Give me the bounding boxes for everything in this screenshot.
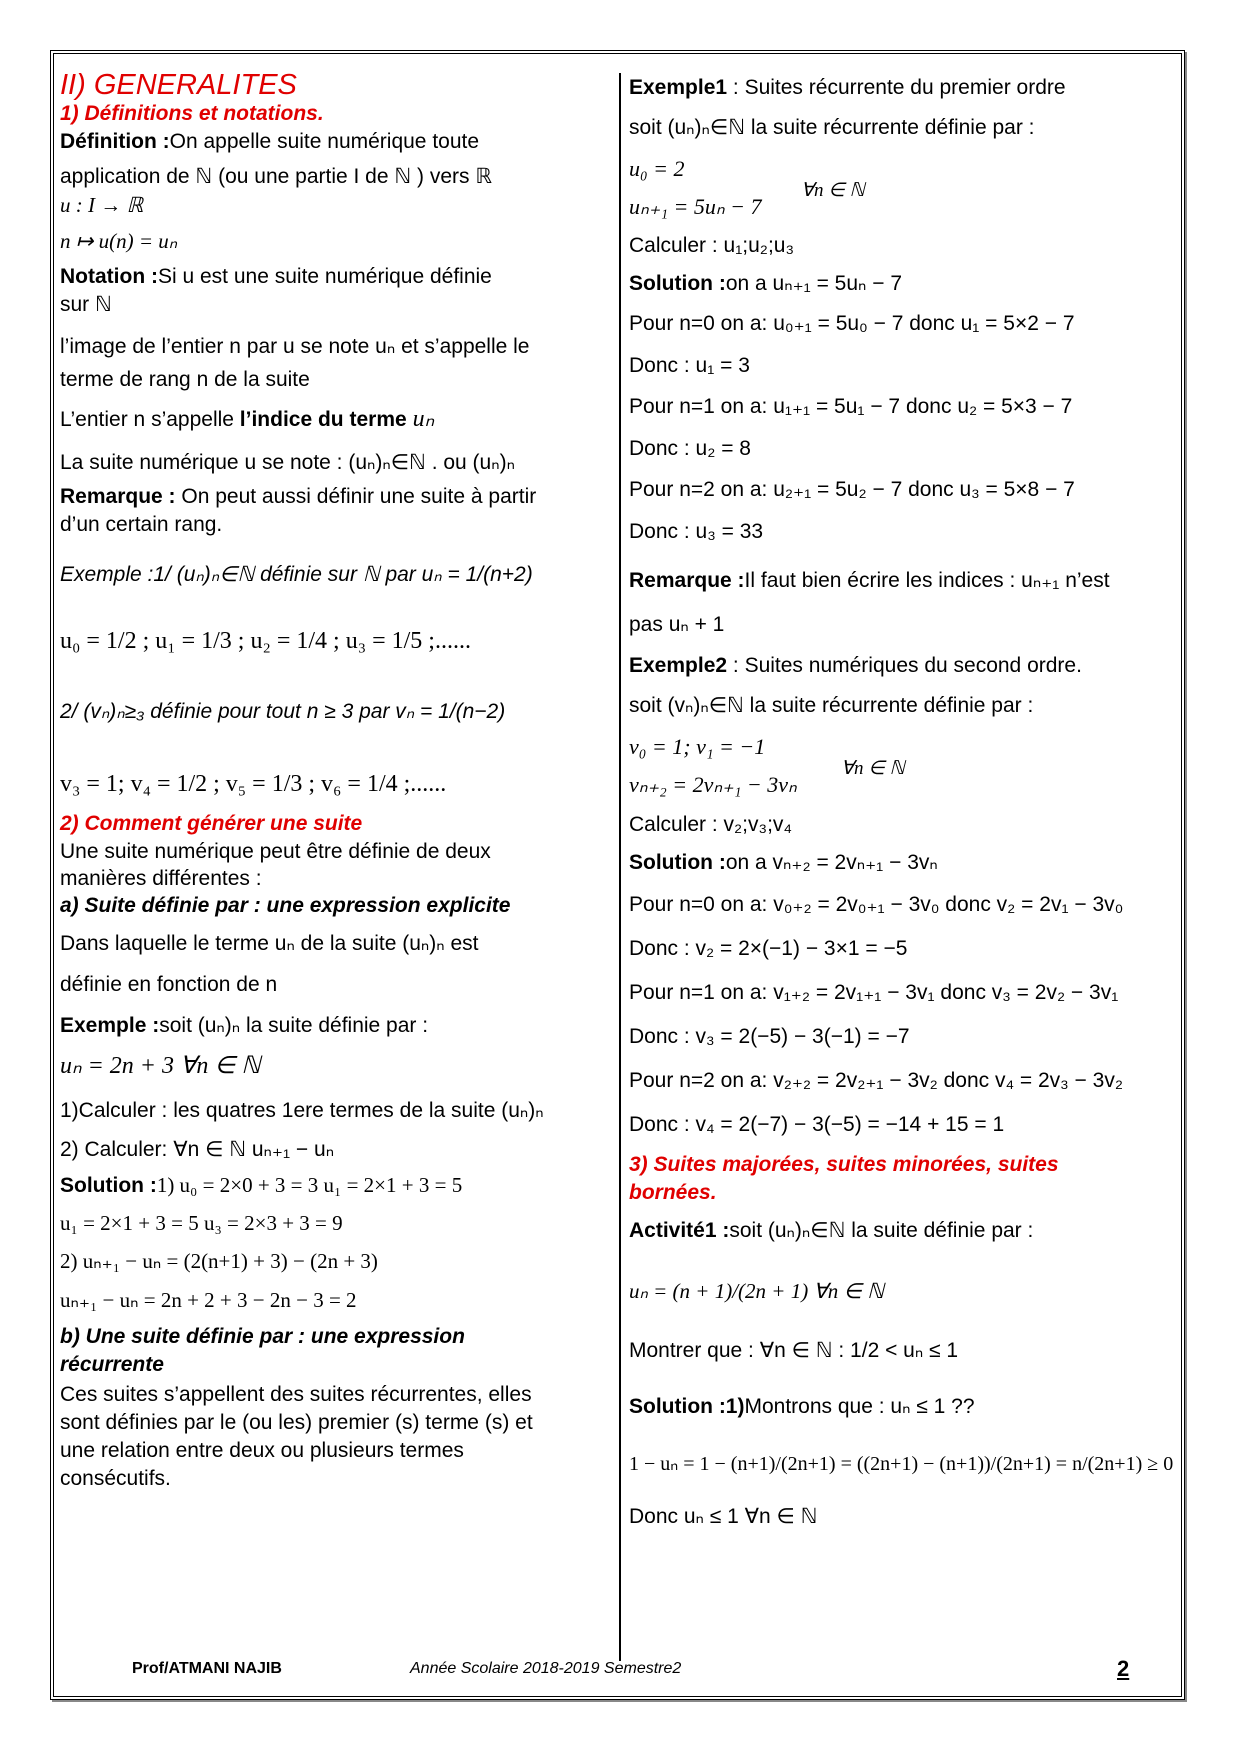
example1-values: u₀ = 1/2 ; u₁ = 1/3 ; u₂ = 1/4 ; u₃ = 1/5 ;......: [60, 628, 471, 654]
example1-n0: Pour n=0 on a: u₀₊₁ = 5u₀ − 7 donc u₁ = 5×2 − 7: [629, 312, 1075, 335]
example1-line: Exemple :1/ (uₙ)ₙ∈ℕ définie sur ℕ par uₙ = 1/(n+2): [60, 563, 533, 586]
recurrent-line3: une relation entre deux ou plusieurs termes: [60, 1439, 464, 1462]
solution-line2: u₁ = 2×1 + 3 = 5 u₃ = 2×3 + 3 = 9: [60, 1211, 343, 1235]
explicit-line2: définie en fonction de n: [60, 973, 278, 996]
example1-solution: Solution :on a uₙ₊₁ = 5uₙ − 7: [629, 272, 903, 295]
example2-label: Exemple2: [629, 654, 728, 677]
subsection-title-definitions: 1) Définitions et notations.: [60, 102, 324, 125]
page-number: 2: [1117, 1656, 1130, 1681]
example2-system-1: v₀ = 1; v₁ = −1: [629, 734, 766, 759]
solution-line4: uₙ₊₁ − uₙ = 2n + 2 + 3 − 2n − 3 = 2: [60, 1288, 357, 1312]
question-2: 2) Calculer: ∀n ∈ ℕ uₙ₊₁ − uₙ: [60, 1138, 335, 1161]
example2-donc-v2: Donc : v₂ = 2×(−1) − 3×1 = −5: [629, 937, 908, 960]
notation-line2: sur ℕ: [60, 293, 112, 316]
subsection-title-bounded-1: 3) Suites majorées, suites minorées, suites: [629, 1153, 1059, 1176]
generate-line2: manières différentes :: [60, 867, 262, 890]
solution-label: Solution :: [60, 1174, 157, 1197]
section-title: II) GENERALITES: [60, 69, 297, 101]
example1-calc: Calculer : u₁;u₂;u₃: [629, 234, 795, 257]
example1-donc-u3: Donc : u₃ = 33: [629, 520, 764, 543]
example2-n1: Pour n=1 on a: v₁₊₂ = 2v₁₊₁ − 3v₁ donc v₃ = 2v₂ − 3v₁: [629, 981, 1119, 1004]
example2-donc-v4: Donc : v₄ = 2(−7) − 3(−5) = −14 + 15 = 1: [629, 1113, 1005, 1136]
example1-forall: ∀n ∈ ℕ: [801, 180, 865, 201]
example2-n0: Pour n=0 on a: v₀₊₂ = 2v₀₊₁ − 3v₀ donc v₂ = 2v₁ − 3v₀: [629, 893, 1124, 916]
example1-n1: Pour n=1 on a: u₁₊₁ = 5u₁ − 7 donc u₂ = 5×3 − 7: [629, 395, 1073, 418]
exemple-label: Exemple :: [60, 1014, 160, 1037]
remarque-indices: Remarque :Il faut bien écrire les indices : uₙ₊₁ n’est: [629, 569, 1110, 592]
explicit-line1: Dans laquelle le terme uₙ de la suite (uₙ)ₙ est: [60, 932, 479, 955]
recurrent-line2: sont définies par le (ou les) premier (s) terme (s) et: [60, 1411, 533, 1434]
example2-donc-v3: Donc : v₃ = 2(−5) − 3(−1) = −7: [629, 1025, 910, 1048]
example1-soit: soit (uₙ)ₙ∈ℕ la suite récurrente définie par :: [629, 116, 1035, 139]
definition-line2: application de ℕ (ou une partie I de ℕ ) vers ℝ: [60, 165, 492, 188]
activity1-conclusion: Donc uₙ ≤ 1 ∀n ∈ ℕ: [629, 1505, 818, 1528]
activity1-show: Montrer que : ∀n ∈ ℕ : 1/2 < uₙ ≤ 1: [629, 1339, 959, 1362]
notation-label: Notation :: [60, 265, 158, 288]
definition-math-map: u : I → ℝ: [60, 193, 144, 217]
example1-label: Exemple1: [629, 76, 728, 99]
exemple-paragraph: Exemple :soit (uₙ)ₙ la suite définie par :: [60, 1014, 429, 1037]
example2-forall: ∀n ∈ ℕ: [841, 758, 905, 779]
remarque-line2: d’un certain rang.: [60, 513, 223, 536]
explicit-title: a) Suite définie par : une expression explicite: [60, 894, 511, 917]
rang-line: terme de rang n de la suite: [60, 368, 310, 391]
definition-math-image: n ↦ u(n) = uₙ: [60, 229, 178, 253]
example2-system-2: vₙ₊₂ = 2vₙ₊₁ − 3vₙ: [629, 772, 797, 797]
recurrent-line4: consécutifs.: [60, 1467, 171, 1490]
subsection-title-bounded-2: bornées.: [629, 1181, 717, 1204]
exemple-math: uₙ = 2n + 3 ∀n ∈ ℕ: [60, 1053, 261, 1079]
example1-n2: Pour n=2 on a: u₂₊₁ = 5u₂ − 7 donc u₃ = 5×8 − 7: [629, 478, 1075, 501]
column-divider: [619, 73, 621, 1661]
activity1-solution: Solution :1)Montrons que : uₙ ≤ 1 ??: [629, 1395, 975, 1418]
example2-heading: Exemple2 : Suites numériques du second ordre.: [629, 654, 1082, 677]
example1-heading: Exemple1 : Suites récurrente du premier ordre: [629, 76, 1066, 99]
definition-paragraph: Définition :On appelle suite numérique toute: [60, 130, 480, 153]
example2-n2: Pour n=2 on a: v₂₊₂ = 2v₂₊₁ − 3v₂ donc v₄ = 2v₃ − 3v₂: [629, 1069, 1123, 1092]
remarque-paragraph: Remarque : On peut aussi définir une suite à partir: [60, 485, 537, 508]
image-line: l’image de l’entier n par u se note uₙ et s’appelle le: [60, 335, 530, 358]
indice-line: L’entier n s’appelle l’indice du terme uₙ: [60, 406, 435, 432]
notation-suite-line: La suite numérique u se note : (uₙ)ₙ∈ℕ . ou (uₙ)ₙ: [60, 451, 515, 474]
example2-calc: Calculer : v₂;v₃;v₄: [629, 813, 792, 836]
example2-values: v₃ = 1; v₄ = 1/2 ; v₅ = 1/3 ; v₆ = 1/4 ;......: [60, 771, 447, 797]
solution-line1: Solution :1) u₀ = 2×0 + 3 = 3 u₁ = 2×1 + 3 = 5: [60, 1173, 463, 1197]
example1-system-1: u₀ = 2: [629, 156, 685, 181]
activity1-calculation: 1 − uₙ = 1 − (n+1)/(2n+1) = ((2n+1) − (n+1))/(2n+1) = n/(2n+1) ≥ 0: [629, 1453, 1174, 1475]
remarque-label: Remarque :: [60, 485, 176, 508]
activity1-definition: uₙ = (n + 1)/(2n + 1) ∀n ∈ ℕ: [629, 1279, 884, 1303]
question-1: 1)Calculer : les quatres 1ere termes de la suite (uₙ)ₙ: [60, 1099, 544, 1122]
example1-system-2: uₙ₊₁ = 5uₙ − 7: [629, 194, 762, 219]
recurrent-line1: Ces suites s’appellent des suites récurrentes, elles: [60, 1383, 532, 1406]
activity1-heading: Activité1 :soit (uₙ)ₙ∈ℕ la suite définie par :: [629, 1219, 1034, 1242]
recurrent-title-line2: récurrente: [60, 1353, 164, 1376]
example1-donc-u2: Donc : u₂ = 8: [629, 437, 751, 460]
subsection-title-generate: 2) Comment générer une suite: [60, 812, 363, 835]
footer-school-year: Année Scolaire 2018-2019 Semestre2: [410, 1660, 682, 1677]
notation-paragraph: Notation :Si u est une suite numérique définie: [60, 265, 492, 288]
definition-label: Définition :: [60, 130, 170, 153]
example2-soit: soit (vₙ)ₙ∈ℕ la suite récurrente définie par :: [629, 694, 1034, 717]
generate-line1: Une suite numérique peut être définie de deux: [60, 840, 491, 863]
footer-author: Prof/ATMANI NAJIB: [132, 1660, 282, 1677]
solution-line3: 2) uₙ₊₁ − uₙ = (2(n+1) + 3) − (2n + 3): [60, 1249, 378, 1273]
example1-donc-u1: Donc : u₁ = 3: [629, 354, 750, 377]
activity1-label: Activité1 :: [629, 1219, 730, 1242]
example2-solution: Solution :on a vₙ₊₂ = 2vₙ₊₁ − 3vₙ: [629, 851, 938, 874]
recurrent-title-line1: b) Une suite définie par : une expression: [60, 1325, 465, 1348]
remarque-indices-line2: pas uₙ + 1: [629, 613, 725, 636]
example2-line: 2/ (vₙ)ₙ≥₃ définie pour tout n ≥ 3 par vₙ = 1/(n−2): [60, 700, 506, 723]
